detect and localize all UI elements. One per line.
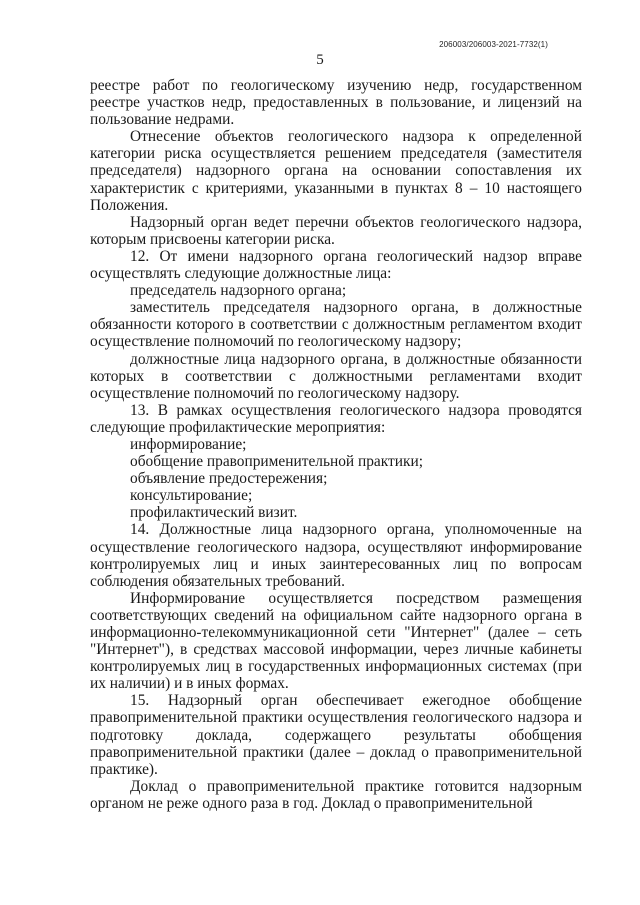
- paragraph: Доклад о правоприменительной практике готовится надзорным органом не реже одного раза в год. Доклад о правоприменительной: [90, 777, 582, 812]
- paragraph: Отнесение объектов геологического надзора к определенной категории риска осуществляется решением председателя (заместителя председателя) надзорного органа на основании сопоставления их характеристик с критериями, указанными в пунктах 8 – 10 настоящего Положения.: [90, 128, 582, 214]
- list-item: обобщение правоприменительной практики;: [130, 453, 423, 471]
- paragraph: Информирование осуществляется посредством размещения соответствующих сведений на официальном сайте надзорного органа в информационно-телекоммуникационной сети "Интернет" (далее – сеть "Интернет"), в средствах массовой информации, через личные кабинеты контролируемых лиц в государственных информационных системах (при их наличии) и в иных формах.: [90, 589, 582, 693]
- list-item: информирование;: [130, 435, 247, 453]
- paragraph: 15. Надзорный орган обеспечивает ежегодное обобщение правоприменительной практики осуществления геологического надзора и подготовку доклада, содержащего результаты обобщения правоприменительной практики (далее – доклад о правоприменительной практике).: [90, 692, 582, 778]
- paragraph: 13. В рамках осуществления геологического надзора проводятся следующие профилактические мероприятия:: [90, 401, 582, 436]
- page-number: 5: [316, 52, 324, 68]
- list-item: председатель надзорного органа;: [130, 282, 347, 300]
- paragraph: 14. Должностные лица надзорного органа, уполномоченные на осуществление геологического надзора, осуществляют информирование контролируемых лиц и иных заинтересованных лиц по вопросам соблюдения обязательных требований.: [90, 521, 582, 590]
- list-item: заместитель председателя надзорного органа, в должностные обязанности которого в соответствии с должностным регламентом входит осуществление полномочий по геологическому надзору;: [90, 299, 582, 351]
- list-item: должностные лица надзорного органа, в должностные обязанности которых в соответствии с должностными регламентами входит осуществление полномочий по геологическому надзору.: [90, 350, 582, 402]
- paragraph: реестре работ по геологическому изучению недр, государственном реестре участков недр, предоставленных в пользование, и лицензий на пользование недрами.: [90, 77, 582, 129]
- paragraph: Надзорный орган ведет перечни объектов геологического надзора, которым присвоены категории риска.: [90, 213, 582, 248]
- document-id: 206003/206003-2021-7732(1): [439, 40, 548, 49]
- list-item: объявление предостережения;: [130, 470, 328, 488]
- list-item: консультирование;: [130, 487, 253, 505]
- paragraph: 12. От имени надзорного органа геологический надзор вправе осуществлять следующие должностные лица:: [90, 247, 582, 283]
- list-item: профилактический визит.: [130, 504, 298, 522]
- document-body: [90, 77, 582, 812]
